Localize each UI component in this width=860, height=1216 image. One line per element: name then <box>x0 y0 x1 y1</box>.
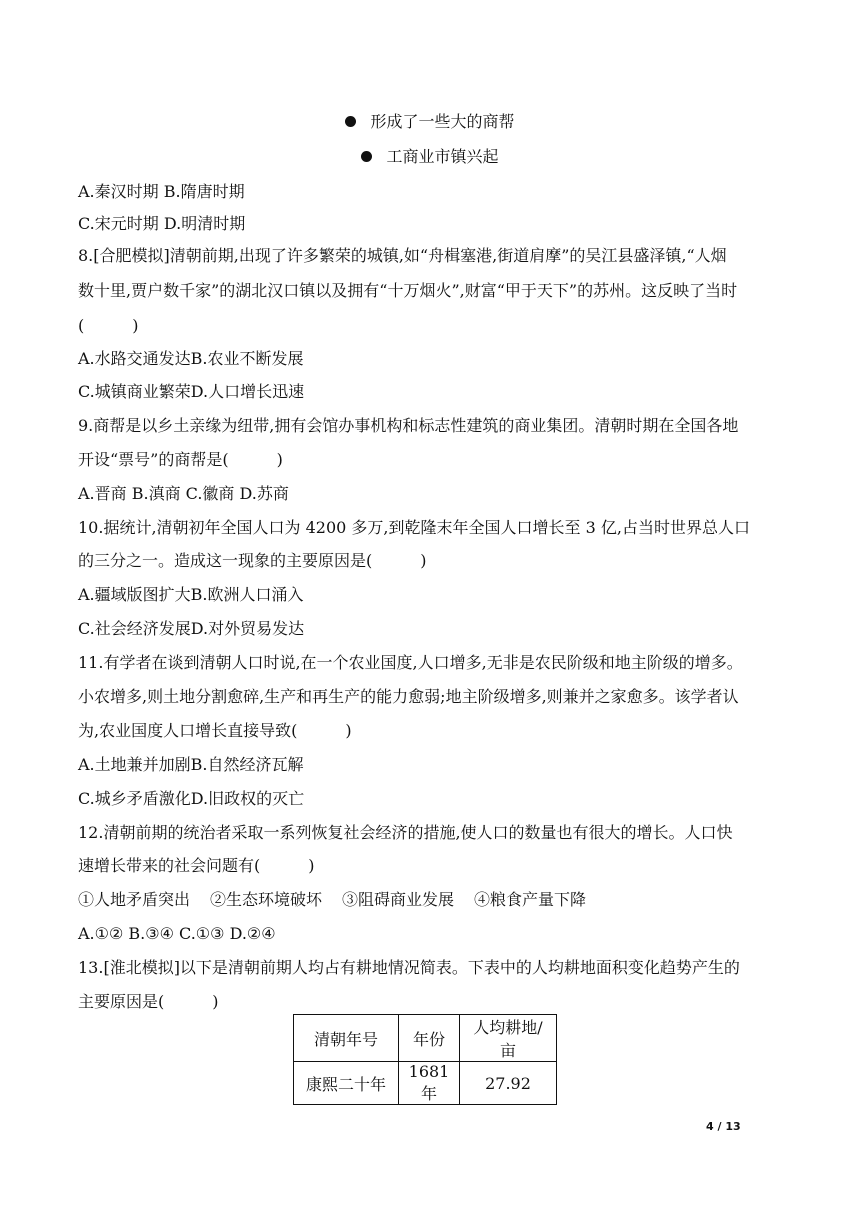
table-header-cell: 清朝年号 <box>294 1015 399 1062</box>
q13-stem-line-1: 13.[淮北模拟]以下是清朝前期人均占有耕地情况简表。下表中的人均耕地面积变化趋势产生的 <box>78 958 740 977</box>
q7-option-line-2: C.宋元时期 D.明清时期 <box>78 214 246 233</box>
table-cell: 康熙二十年 <box>294 1062 399 1105</box>
q12-item-4: ④粮食产量下降 <box>474 890 587 909</box>
q10-option-line-2: C.社会经济发展D.对外贸易发达 <box>78 619 305 638</box>
q12-item-2: ②生态环境破坏 <box>210 890 323 909</box>
table-header-row <box>294 1015 557 1062</box>
q12-option-line-1: A.①② B.③④ C.①③ D.②④ <box>78 924 276 943</box>
bullet-icon <box>361 151 372 162</box>
table-cell: 1681 年 <box>399 1062 460 1105</box>
q12-item-1: ①人地矛盾突出 <box>78 890 191 909</box>
q12-items-line <box>78 890 788 910</box>
q8-stem-line-2: 数十里,贾户数千家”的湖北汉口镇以及拥有“十万烟火”,财富“甲于天下”的苏州。这反映了当时 <box>78 281 738 300</box>
q13-stem-line-2: 主要原因是( ) <box>78 992 219 1011</box>
q11-option-line-2: C.城乡矛盾激化D.旧政权的灭亡 <box>78 789 305 808</box>
table-header-cell: 年份 <box>399 1015 460 1062</box>
q11-stem-line-2: 小农增多,则土地分割愈碎,生产和再生产的能力愈弱;地主阶级增多,则兼并之家愈多。该学者认 <box>78 687 739 706</box>
page-number: 4 / 13 <box>706 1120 741 1133</box>
table-header-cell: 人均耕地/亩 <box>460 1015 557 1062</box>
q11-stem-line-1: 11.有学者在谈到清朝人口时说,在一个农业国度,人口增多,无非是农民阶级和地主阶级的增多。 <box>78 653 743 672</box>
q11-stem-line-3: 为,农业国度人口增长直接导致( ) <box>78 721 352 740</box>
q9-stem-line-1: 9.商帮是以乡土亲缘为纽带,拥有会馆办事机构和标志性建筑的商业集团。清朝时期在全国各地 <box>78 416 739 435</box>
bullet-line-2: 工商业市镇兴起 <box>0 147 860 167</box>
cultivated-land-table <box>293 1014 557 1105</box>
q12-stem-line-2: 速增长带来的社会问题有( ) <box>78 856 315 875</box>
table-row <box>294 1062 557 1105</box>
table-cell: 27.92 <box>460 1062 557 1105</box>
q12-item-3: ③阻碍商业发展 <box>342 890 455 909</box>
q9-option-line-1: A.晋商 B.滇商 C.徽商 D.苏商 <box>78 484 289 503</box>
q7-option-line-1: A.秦汉时期 B.隋唐时期 <box>78 182 245 201</box>
q8-option-line-1: A.水路交通发达B.农业不断发展 <box>78 349 304 368</box>
q10-stem-line-1: 10.据统计,清朝初年全国人口为 4200 多万,到乾隆末年全国人口增长至 3 亿,占当时世界总人口 <box>78 518 750 537</box>
q9-stem-line-2: 开设“票号”的商帮是( ) <box>78 450 283 469</box>
q11-option-line-1: A.土地兼并加剧B.自然经济瓦解 <box>78 755 304 774</box>
q8-option-line-2: C.城镇商业繁荣D.人口增长迅速 <box>78 382 305 401</box>
bullet-line-1: 形成了一些大的商帮 <box>0 112 860 132</box>
q8-stem-line-3: ( ) <box>78 316 139 335</box>
q8-stem-line-1: 8.[合肥模拟]清朝前期,出现了许多繁荣的城镇,如“舟楫塞港,街道肩摩”的吴江县盛泽镇,“人烟 <box>78 246 727 265</box>
q10-option-line-1: A.疆域版图扩大B.欧洲人口涌入 <box>78 585 304 604</box>
q12-stem-line-1: 12.清朝前期的统治者采取一系列恢复社会经济的措施,使人口的数量也有很大的增长。人口快 <box>78 823 733 842</box>
q10-stem-line-2: 的三分之一。造成这一现象的主要原因是( ) <box>78 551 427 570</box>
bullet-icon <box>345 116 356 127</box>
